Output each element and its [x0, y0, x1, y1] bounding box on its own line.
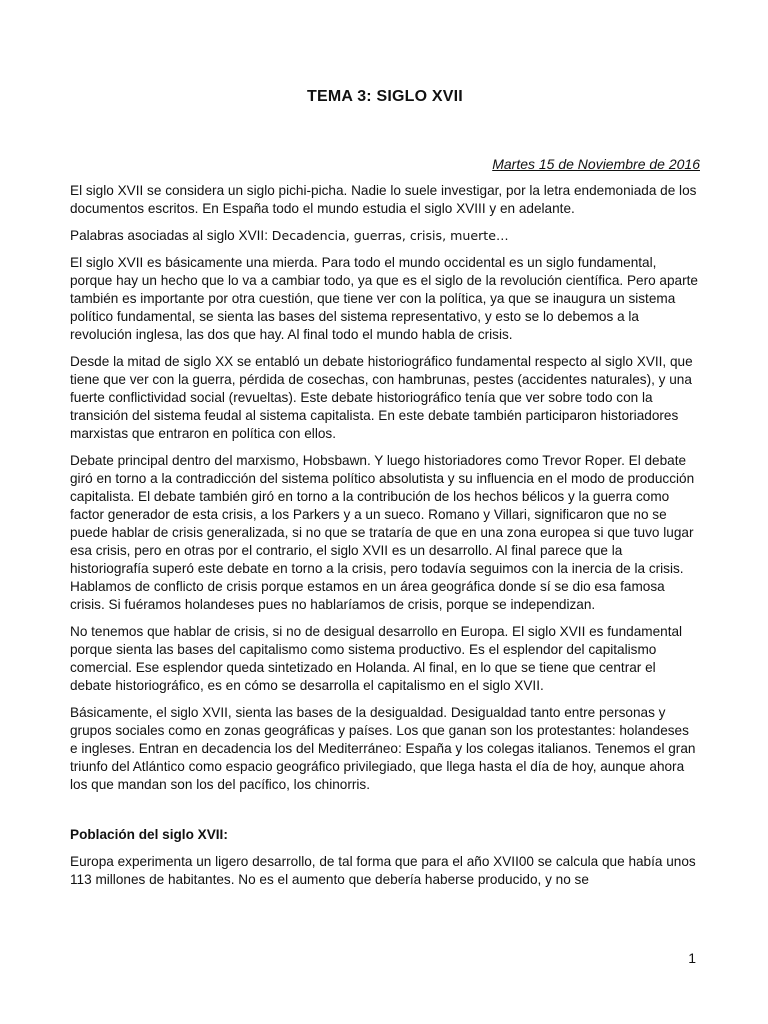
document-title: TEMA 3: SIGLO XVII [307, 88, 463, 105]
paragraph-marxismo: Debate principal dentro del marxismo, Hobsbawn. Y luego historiadores como Trevor Roper. El debate giró en torno a la contradicción del sistema político absolutista y su influencia en el modo de producción capitalista. El debate también giró en torno a la contribución de los hechos bélicos y la guerra como factor generador de esta crisis, a los Parkers y a un sueco. Romano y Villari, significaron que no se puede hablar de crisis generalizada, si no que se trataría de que en una zona europea si que tuvo lugar esa crisis, pero en otras por el contrario, el siglo XVII es un desarrollo. Al final parece que la historiografía superó este debate en torno a la crisis, pero todavía seguimos con la inercia de la crisis. Hablamos de conflicto de crisis porque estamos en un área geográfica donde sí se dio esa famosa crisis. Si fuéramos holandeses pues no hablaríamos de crisis, porque se independizan. [70, 453, 695, 612]
paragraph-debate: Desde la mitad de siglo XX se entabló un debate historiográfico fundamental respecto al siglo XVII, que tiene que ver con la guerra, pérdida de cosechas, con hambrunas, pestes (accidentes naturales), y una fuerte conflictividad social (revueltas). Este debate historiográfico tenía que ver sobre todo con la transición del sistema feudal al sistema capitalista. En este debate también participaron historiadores marxistas que entraron en política con ellos. [70, 354, 693, 441]
paragraph-desarrollo: No tenemos que hablar de crisis, si no de desigual desarrollo en Europa. El siglo XVII es fundamental porque sienta las bases del capitalismo como sistema productivo. Es el esplendor del capitalismo comercial. Ese esplendor queda sintetizado en Holanda. Al final, en lo que se tiene que centrar el debate historiográfico, es en cómo se desarrolla el capitalismo en el siglo XVII. [70, 624, 683, 693]
keywords-value: Decadencia, guerras, crisis, muerte… [271, 228, 509, 243]
page-number: 1 [688, 950, 696, 966]
paragraph-siglo: El siglo XVII es básicamente una mierda. Para todo el mundo occidental es un siglo fundamental, porque hay un hecho que lo va a cambiar todo, ya que es el siglo de la revolución científica. Pero aparte también es importante por otra cuestión, que tiene ver con la política, ya que se inaugura un sistema político fundamental, se sienta las bases del sistema representativo, y esto se lo debemos a la revolución inglesa, las dos que hay. Al final todo el mundo habla de crisis. [70, 255, 698, 342]
paragraph-poblacion: Europa experimenta un ligero desarrollo, de tal forma que para el año XVII00 se calcula que había unos 113 millones de habitantes. No es el aumento que debería haberse producido, y no se [70, 854, 696, 887]
keywords-label: Palabras asociadas al siglo XVII: [70, 228, 268, 243]
paragraph-desigualdad: Básicamente, el siglo XVII, sienta las bases de la desigualdad. Desigualdad tanto entre personas y grupos sociales como en zonas geográficas y países. Los que ganan son los protestantes: holandeses e ingleses. Entran en decadencia los del Mediterráneo: España y los colegas italianos. Tenemos el gran triunfo del Atlántico como espacio geográfico privilegiado, que llega hasta el día de hoy, aunque ahora los que mandan son los del pacífico, los chinorris. [70, 705, 696, 792]
paragraph-intro: El siglo XVII se considera un siglo pichi-picha. Nadie lo suele investigar, por la letra endemoniada de los documentos escritos. En España todo el mundo estudia el siglo XVIII y en adelante. [70, 183, 697, 216]
paragraph-keywords [70, 227, 700, 245]
document-body [70, 182, 700, 898]
section-heading-poblacion: Población del siglo XVII: [70, 827, 228, 842]
document-date: Martes 15 de Noviembre de 2016 [492, 156, 700, 172]
document-page [70, 0, 700, 1024]
